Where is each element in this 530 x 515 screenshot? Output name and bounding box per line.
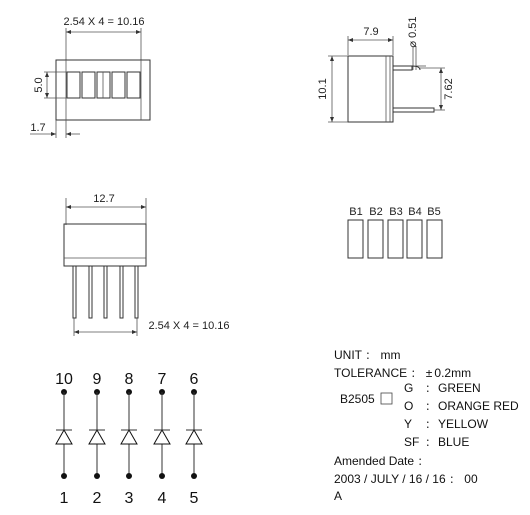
led-diode-5 [186, 389, 202, 479]
pin-label-10: 10 [55, 371, 73, 388]
pin-label-2: 2 [92, 490, 102, 507]
color-name-sf: BLUE [438, 435, 470, 449]
side-height-dim: 10.1 [317, 78, 329, 100]
segment-b1 [348, 220, 363, 258]
front-width-dim: 2.54 X 4 = 10.16 [63, 16, 145, 28]
bottom-pin-span-dim: 2.54 X 4 = 10.16 [148, 320, 230, 332]
pin-label-1: 1 [59, 490, 69, 507]
amended-label: Amended Date ： [334, 454, 430, 468]
bottom-width-dim: 12.7 [93, 193, 115, 205]
bottom-view [64, 193, 230, 336]
color-name-y: YELLOW [438, 417, 489, 431]
color-code-o: O [404, 399, 414, 413]
pin-label-7: 7 [157, 371, 167, 388]
side-width-dim: 7.9 [363, 26, 379, 38]
front-offset-dim: 1.7 [30, 122, 46, 134]
segment-b4 [407, 220, 422, 258]
part-number: B2505 [340, 392, 375, 406]
pin-label-4: 4 [157, 490, 167, 507]
color-code-g: G [404, 381, 414, 395]
pin-label-6: 6 [189, 371, 199, 388]
pin-label-5: 5 [189, 490, 199, 507]
part-suffix-box [381, 393, 392, 404]
schematic [55, 371, 202, 507]
led-diode-2 [89, 389, 105, 479]
color-code-sf: SF [404, 435, 420, 449]
segment-label-b3: B3 [389, 206, 403, 218]
side-pitch-dim: 7.62 [443, 78, 455, 100]
segment-label-b2: B2 [369, 206, 383, 218]
segment-b3 [388, 220, 403, 258]
led-diode-1 [56, 389, 72, 479]
color-name-o: ORANGE RED [438, 399, 519, 413]
color-sep-o: ： [425, 399, 438, 413]
led-diode-4 [154, 389, 170, 479]
color-name-g: GREEN [438, 381, 481, 395]
segment-b5 [427, 220, 442, 258]
color-code-y: Y [404, 417, 413, 431]
segment-b2 [368, 220, 383, 258]
color-sep-y: ： [425, 417, 438, 431]
front-height-dim: 5.0 [33, 77, 45, 93]
pin-label-3: 3 [124, 490, 134, 507]
color-sep-sf: ： [425, 435, 438, 449]
revision: A [334, 489, 343, 503]
color-sep-g: ： [425, 381, 438, 395]
side-pin-dia-dim: ⌀ 0.51 [407, 16, 419, 48]
front-view [30, 16, 150, 138]
segment-layout [348, 206, 442, 258]
tolerance-note: TOLERANCE ： ± 0.2mm [334, 366, 472, 380]
segment-label-b1: B1 [349, 206, 363, 218]
led-diode-3 [121, 389, 137, 479]
pin-label-9: 9 [92, 371, 102, 388]
segment-label-b5: B5 [427, 206, 441, 218]
side-view [317, 16, 455, 122]
segment-label-b4: B4 [408, 206, 422, 218]
spec-notes [334, 348, 519, 503]
unit-note: UNIT ： mm [334, 348, 401, 362]
pin-label-8: 8 [124, 371, 134, 388]
amended-date: 2003 / JULY / 16 / 16 ： 00 [334, 472, 478, 486]
